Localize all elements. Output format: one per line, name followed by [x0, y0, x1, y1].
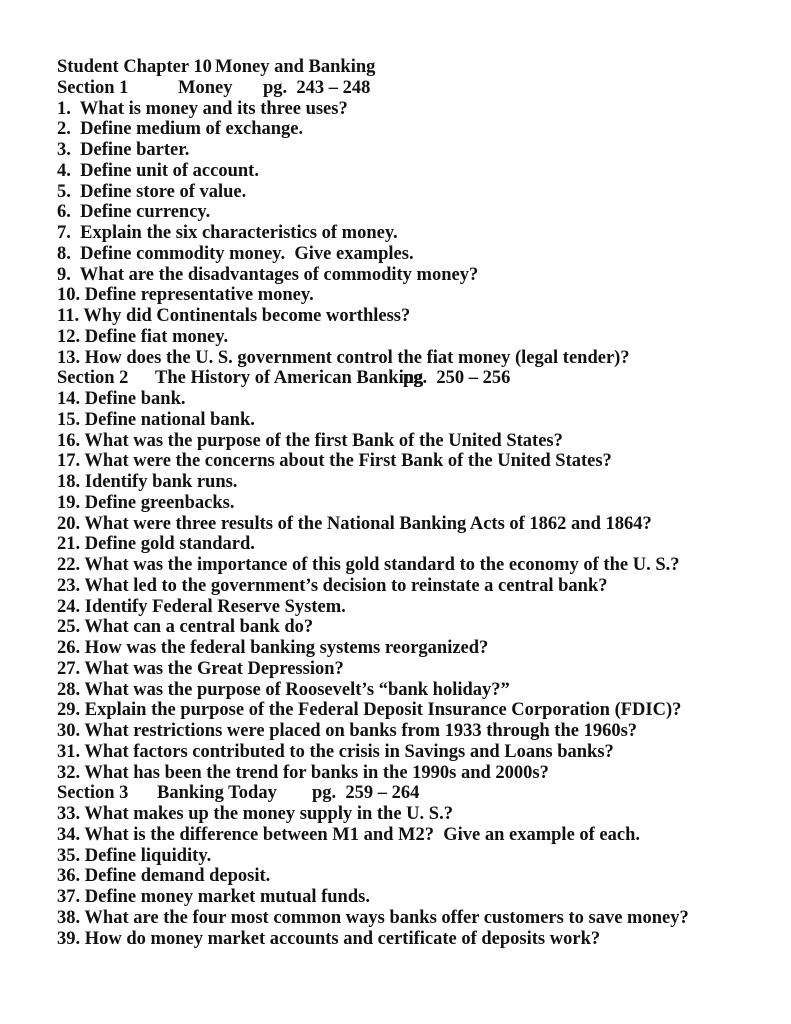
question-line: 27. What was the Great Depression?: [57, 658, 344, 679]
question-line: 36. Define demand deposit.: [57, 866, 271, 887]
section-pages: pg. 250 – 256: [403, 368, 511, 389]
title-subject: Money and Banking: [215, 57, 376, 77]
question-line: 29. Explain the purpose of the Federal Deposit Insurance Corporation (FDIC)?: [57, 700, 682, 721]
question-line: 1. What is money and its three uses?: [57, 98, 348, 119]
question-line: 22. What was the importance of this gold standard to the economy of the U. S.?: [57, 555, 680, 575]
section-pages: pg. 243 – 248: [263, 77, 371, 98]
question-line: 31. What factors contributed to the crisis in Savings and Loans banks?: [57, 741, 614, 762]
section-topic: The History of American Banking: [155, 368, 424, 389]
document-content: [57, 57, 771, 949]
question-line: 28. What was the purpose of Roosevelt’s “bank holiday?”: [57, 679, 510, 700]
question-line: 21. Define gold standard.: [57, 534, 255, 555]
question-line: 19. Define greenbacks.: [57, 492, 235, 513]
question-line: 35. Define liquidity.: [57, 845, 212, 866]
question-line: 5. Define store of value.: [57, 181, 247, 202]
question-line: 2. Define medium of exchange.: [57, 119, 304, 140]
section-header-1: [57, 78, 771, 99]
question-line: 17. What were the concerns about the First Bank of the United States?: [57, 451, 612, 472]
question-line: 32. What has been the trend for banks in the 1990s and 2000s?: [57, 762, 549, 783]
question-line: 12. Define fiat money.: [57, 326, 229, 347]
question-line: 23. What led to the government’s decision to reinstate a central bank?: [57, 575, 608, 596]
question-line: 26. How was the federal banking systems reorganized?: [57, 638, 489, 658]
section-name: Section 3: [57, 783, 129, 804]
section-topic: Banking Today: [157, 783, 277, 804]
question-line: 39. How do money market accounts and certificate of deposits work?: [57, 928, 601, 949]
question-line: 7. Explain the six characteristics of money.: [57, 223, 398, 243]
section-topic: Money: [178, 77, 233, 98]
question-line: 15. Define national bank.: [57, 409, 255, 430]
question-line: 9. What are the disadvantages of commodity money?: [57, 264, 479, 285]
question-line: 37. Define money market mutual funds.: [57, 887, 370, 907]
question-line: 11. Why did Continentals become worthless?: [57, 306, 411, 326]
question-line: 33. What makes up the money supply in the U. S.?: [57, 804, 453, 824]
question-line: 6. Define currency.: [57, 202, 211, 223]
question-line: 34. What is the difference between M1 and M2? Give an example of each.: [57, 824, 641, 845]
question-line: 14. Define bank.: [57, 389, 186, 409]
section-pages: pg. 259 – 264: [312, 783, 420, 804]
question-line: 4. Define unit of account.: [57, 160, 259, 181]
question-line: 24. Identify Federal Reserve System.: [57, 596, 346, 617]
question-line: 8. Define commodity money. Give examples.: [57, 243, 414, 264]
question-line: 13. How does the U. S. government control the fiat money (legal tender)?: [57, 347, 630, 368]
document-title-line: [57, 57, 771, 78]
question-line: 20. What were three results of the National Banking Acts of 1862 and 1864?: [57, 513, 652, 534]
question-line: 25. What can a central bank do?: [57, 617, 314, 638]
section-name: Section 1: [57, 77, 129, 98]
question-line: 30. What restrictions were placed on banks from 1933 through the 1960s?: [57, 721, 638, 741]
section-header-3: [57, 783, 771, 804]
section-header-2: [57, 368, 771, 389]
question-line: 38. What are the four most common ways banks offer customers to save money?: [57, 907, 689, 928]
question-line: 18. Identify bank runs.: [57, 472, 238, 492]
question-line: 16. What was the purpose of the first Bank of the United States?: [57, 430, 563, 451]
question-line: 3. Define barter.: [57, 140, 190, 160]
question-line: 10. Define representative money.: [57, 285, 314, 306]
title-left: Student Chapter 10: [57, 57, 212, 77]
section-name: Section 2: [57, 368, 129, 389]
